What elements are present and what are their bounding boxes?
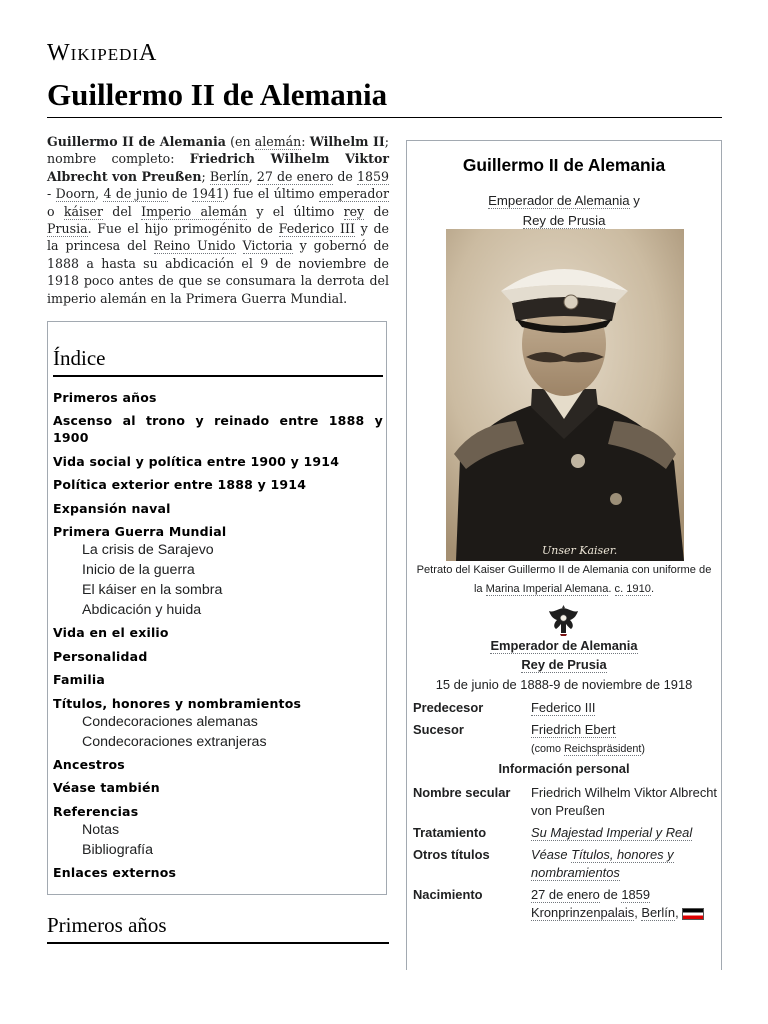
toc-item-exilio[interactable]: Vida en el exilio: [53, 625, 169, 640]
birth-text: ,: [634, 905, 642, 920]
intro-bold-german-name: Wilhelm II: [309, 134, 385, 149]
section-divider: [47, 942, 389, 944]
intro-text: ,: [95, 186, 104, 202]
link-circa[interactable]: c.: [614, 583, 624, 595]
page-title: Guillermo II de Alemania: [47, 77, 388, 112]
other-titles-text: Véase: [531, 847, 572, 862]
toc-list: [53, 382, 383, 881]
link-prusia[interactable]: Prusia: [47, 221, 88, 237]
link-berlin[interactable]: Berlín: [209, 168, 249, 184]
toc-item-titulos[interactable]: Títulos, honores y nombramientos: [53, 695, 302, 711]
predecessor-label: Predecesor: [413, 700, 484, 715]
section-heading-primeros-anos: Primeros años: [47, 913, 167, 937]
link-kaiser[interactable]: káiser: [63, 203, 103, 219]
toc-divider: [53, 375, 383, 377]
toc-subitem-abdicacion[interactable]: Abdicación y huida: [82, 602, 202, 618]
intro-text: ;: [201, 168, 210, 184]
intro-text: y el último: [247, 203, 344, 219]
secular-name-label: Nombre secular: [413, 785, 511, 800]
intro-text: de: [333, 168, 357, 184]
link-titulos-honores[interactable]: Títulos, honores y nombramientos: [531, 847, 674, 880]
intro-text: (en: [225, 134, 255, 149]
reign-dates: 15 de junio de 1888-9 de noviembre de 1918: [435, 677, 693, 692]
intro-text: de: [167, 186, 192, 202]
toc-item-personalidad[interactable]: Personalidad: [53, 648, 148, 664]
toc-item-vida-social[interactable]: Vida social y política entre 1900 y 1914: [53, 453, 340, 469]
portrait-photo[interactable]: [446, 229, 684, 561]
wordmark-middle: IKIPEDI: [70, 45, 140, 64]
link-birth-city[interactable]: Berlín: [641, 905, 676, 920]
subtitle-and: y: [629, 193, 640, 208]
table-of-contents: [47, 321, 387, 895]
link-reino-unido[interactable]: Reino Unido: [153, 238, 236, 254]
link-1859[interactable]: 1859: [356, 168, 389, 184]
link-treatment[interactable]: Su Majestad Imperial y Real: [531, 825, 693, 840]
intro-bold-full-name: Friedrich Wilhelm Viktor Albrecht von Preußen: [47, 151, 389, 184]
intro-text: . Fue el hijo primogénito de: [87, 221, 279, 237]
toc-item-primera-guerra[interactable]: Primera Guerra Mundial: [53, 524, 227, 539]
toc-subitem-inicio-guerra[interactable]: Inicio de la guerra: [82, 562, 195, 578]
link-27-enero[interactable]: 27 de enero: [256, 168, 334, 184]
infobox-subtitle: [407, 191, 721, 231]
other-titles-label: Otros títulos: [413, 847, 490, 862]
link-successor[interactable]: Friedrich Ebert: [531, 722, 616, 737]
toc-subitem-bibliografia[interactable]: Bibliografía: [82, 841, 153, 858]
link-kronprinzenpalais[interactable]: Kronprinzenpalais: [531, 905, 635, 920]
intro-text: de: [364, 203, 389, 219]
link-victoria[interactable]: Victoria: [242, 238, 293, 254]
link-birth-date[interactable]: 27 de enero: [531, 887, 600, 902]
infobox: [406, 140, 722, 970]
caption-text: .: [650, 583, 655, 595]
toc-item-familia[interactable]: Familia: [53, 672, 105, 687]
link-birth-year[interactable]: 1859: [621, 887, 651, 902]
toc-subitem-notas[interactable]: Notas: [82, 821, 120, 838]
intro-text: :: [301, 134, 310, 149]
toc-item-primeros-anos[interactable]: Primeros años: [53, 389, 157, 405]
photo-inscription: Unser Kaiser.: [542, 544, 618, 557]
note-text: ): [641, 743, 646, 755]
link-1910[interactable]: 1910: [626, 583, 651, 595]
link-predecessor[interactable]: Federico III: [531, 700, 596, 715]
toc-subitem-condecoraciones-extranjeras[interactable]: Condecoraciones extranjeras: [82, 733, 267, 750]
photo-caption: [411, 561, 717, 599]
caption-text: Petrato del Kaiser Guillermo II de Alemania con uniforme de la: [416, 564, 712, 595]
personal-info-heading: Información personal: [498, 761, 630, 776]
caption-text: .: [608, 583, 615, 595]
intro-text: ; nombre completo:: [47, 134, 390, 167]
treatment-label: Tratamiento: [413, 825, 487, 840]
intro-text: del: [103, 203, 142, 219]
intro-text: -: [47, 186, 56, 202]
toc-item-expansion-naval[interactable]: Expansión naval: [53, 500, 171, 516]
infobox-title: Guillermo II de Alemania: [462, 155, 666, 175]
toc-subitem-kaiser-sombra[interactable]: El káiser en la sombra: [82, 582, 223, 598]
link-imperio-aleman[interactable]: Imperio alemán: [141, 203, 248, 219]
link-emperador[interactable]: emperador: [318, 186, 389, 202]
link-emperador-alemania[interactable]: Emperador de Alemania: [488, 193, 630, 208]
wordmark-w: W: [47, 40, 71, 66]
successor-note: [531, 743, 645, 756]
toc-item-enlaces-externos[interactable]: Enlaces externos: [53, 864, 177, 880]
secular-name-value: Friedrich Wilhelm Viktor Albrecht von Preußen: [531, 785, 718, 818]
link-rey[interactable]: rey: [343, 203, 365, 219]
note-text: (como: [531, 743, 564, 755]
infobox-role: [407, 636, 721, 674]
link-reichsprasident[interactable]: Reichspräsident: [564, 743, 642, 755]
intro-text: o: [47, 203, 64, 219]
toc-item-politica-exterior[interactable]: Política exterior entre 1888 y 1914: [53, 477, 307, 492]
link-role-rey[interactable]: Rey de Prusia: [521, 657, 607, 672]
birth-label: Nacimiento: [413, 887, 483, 902]
toc-title: Índice: [53, 346, 106, 370]
intro-text: y gobernó de 1888 a hasta su abdicación el 9 de noviembre de 1918 poco antes de que se consumara la derrota del imperio alemán en la Primera Guerra Mundial.: [47, 238, 389, 306]
link-4-junio[interactable]: 4 de junio: [103, 186, 168, 202]
link-doorn[interactable]: Doorn: [55, 186, 96, 202]
wordmark-a: A: [139, 40, 158, 66]
link-federico-iii[interactable]: Federico III: [278, 221, 355, 237]
toc-item-ascenso[interactable]: Ascenso al trono y reinado entre 1888 y 1900: [53, 413, 383, 445]
toc-subitem-condecoraciones-alemanas[interactable]: Condecoraciones alemanas: [82, 713, 258, 730]
intro-text: [236, 238, 243, 253]
intro-text: y de la princesa del: [47, 221, 389, 254]
successor-label: Sucesor: [413, 722, 464, 737]
link-1941[interactable]: 1941: [191, 186, 224, 202]
toc-subitem-crisis-sarajevo[interactable]: La crisis de Sarajevo: [82, 542, 214, 558]
flag-icon[interactable]: [682, 908, 704, 920]
intro-text: ) fue el último: [223, 186, 319, 202]
birth-text: de: [599, 887, 622, 902]
birth-text: ,: [675, 905, 683, 920]
wikipedia-wordmark[interactable]: [47, 40, 157, 67]
imperial-eagle-icon: [547, 603, 580, 637]
link-aleman[interactable]: alemán: [254, 134, 302, 149]
intro-text: ,: [248, 168, 257, 184]
intro-paragraph: [47, 133, 389, 307]
intro-bold-name: Guillermo II de Alemania: [47, 134, 226, 149]
toc-item-vease-tambien[interactable]: Véase también: [53, 780, 160, 795]
toc-item-referencias[interactable]: Referencias: [53, 803, 139, 819]
toc-item-ancestros[interactable]: Ancestros: [53, 756, 125, 772]
link-marina-imperial[interactable]: Marina Imperial Alemana: [485, 583, 609, 595]
link-rey-prusia[interactable]: Rey de Prusia: [522, 213, 606, 228]
link-role-emperador[interactable]: Emperador de Alemania: [490, 638, 638, 653]
title-divider: [47, 117, 722, 118]
